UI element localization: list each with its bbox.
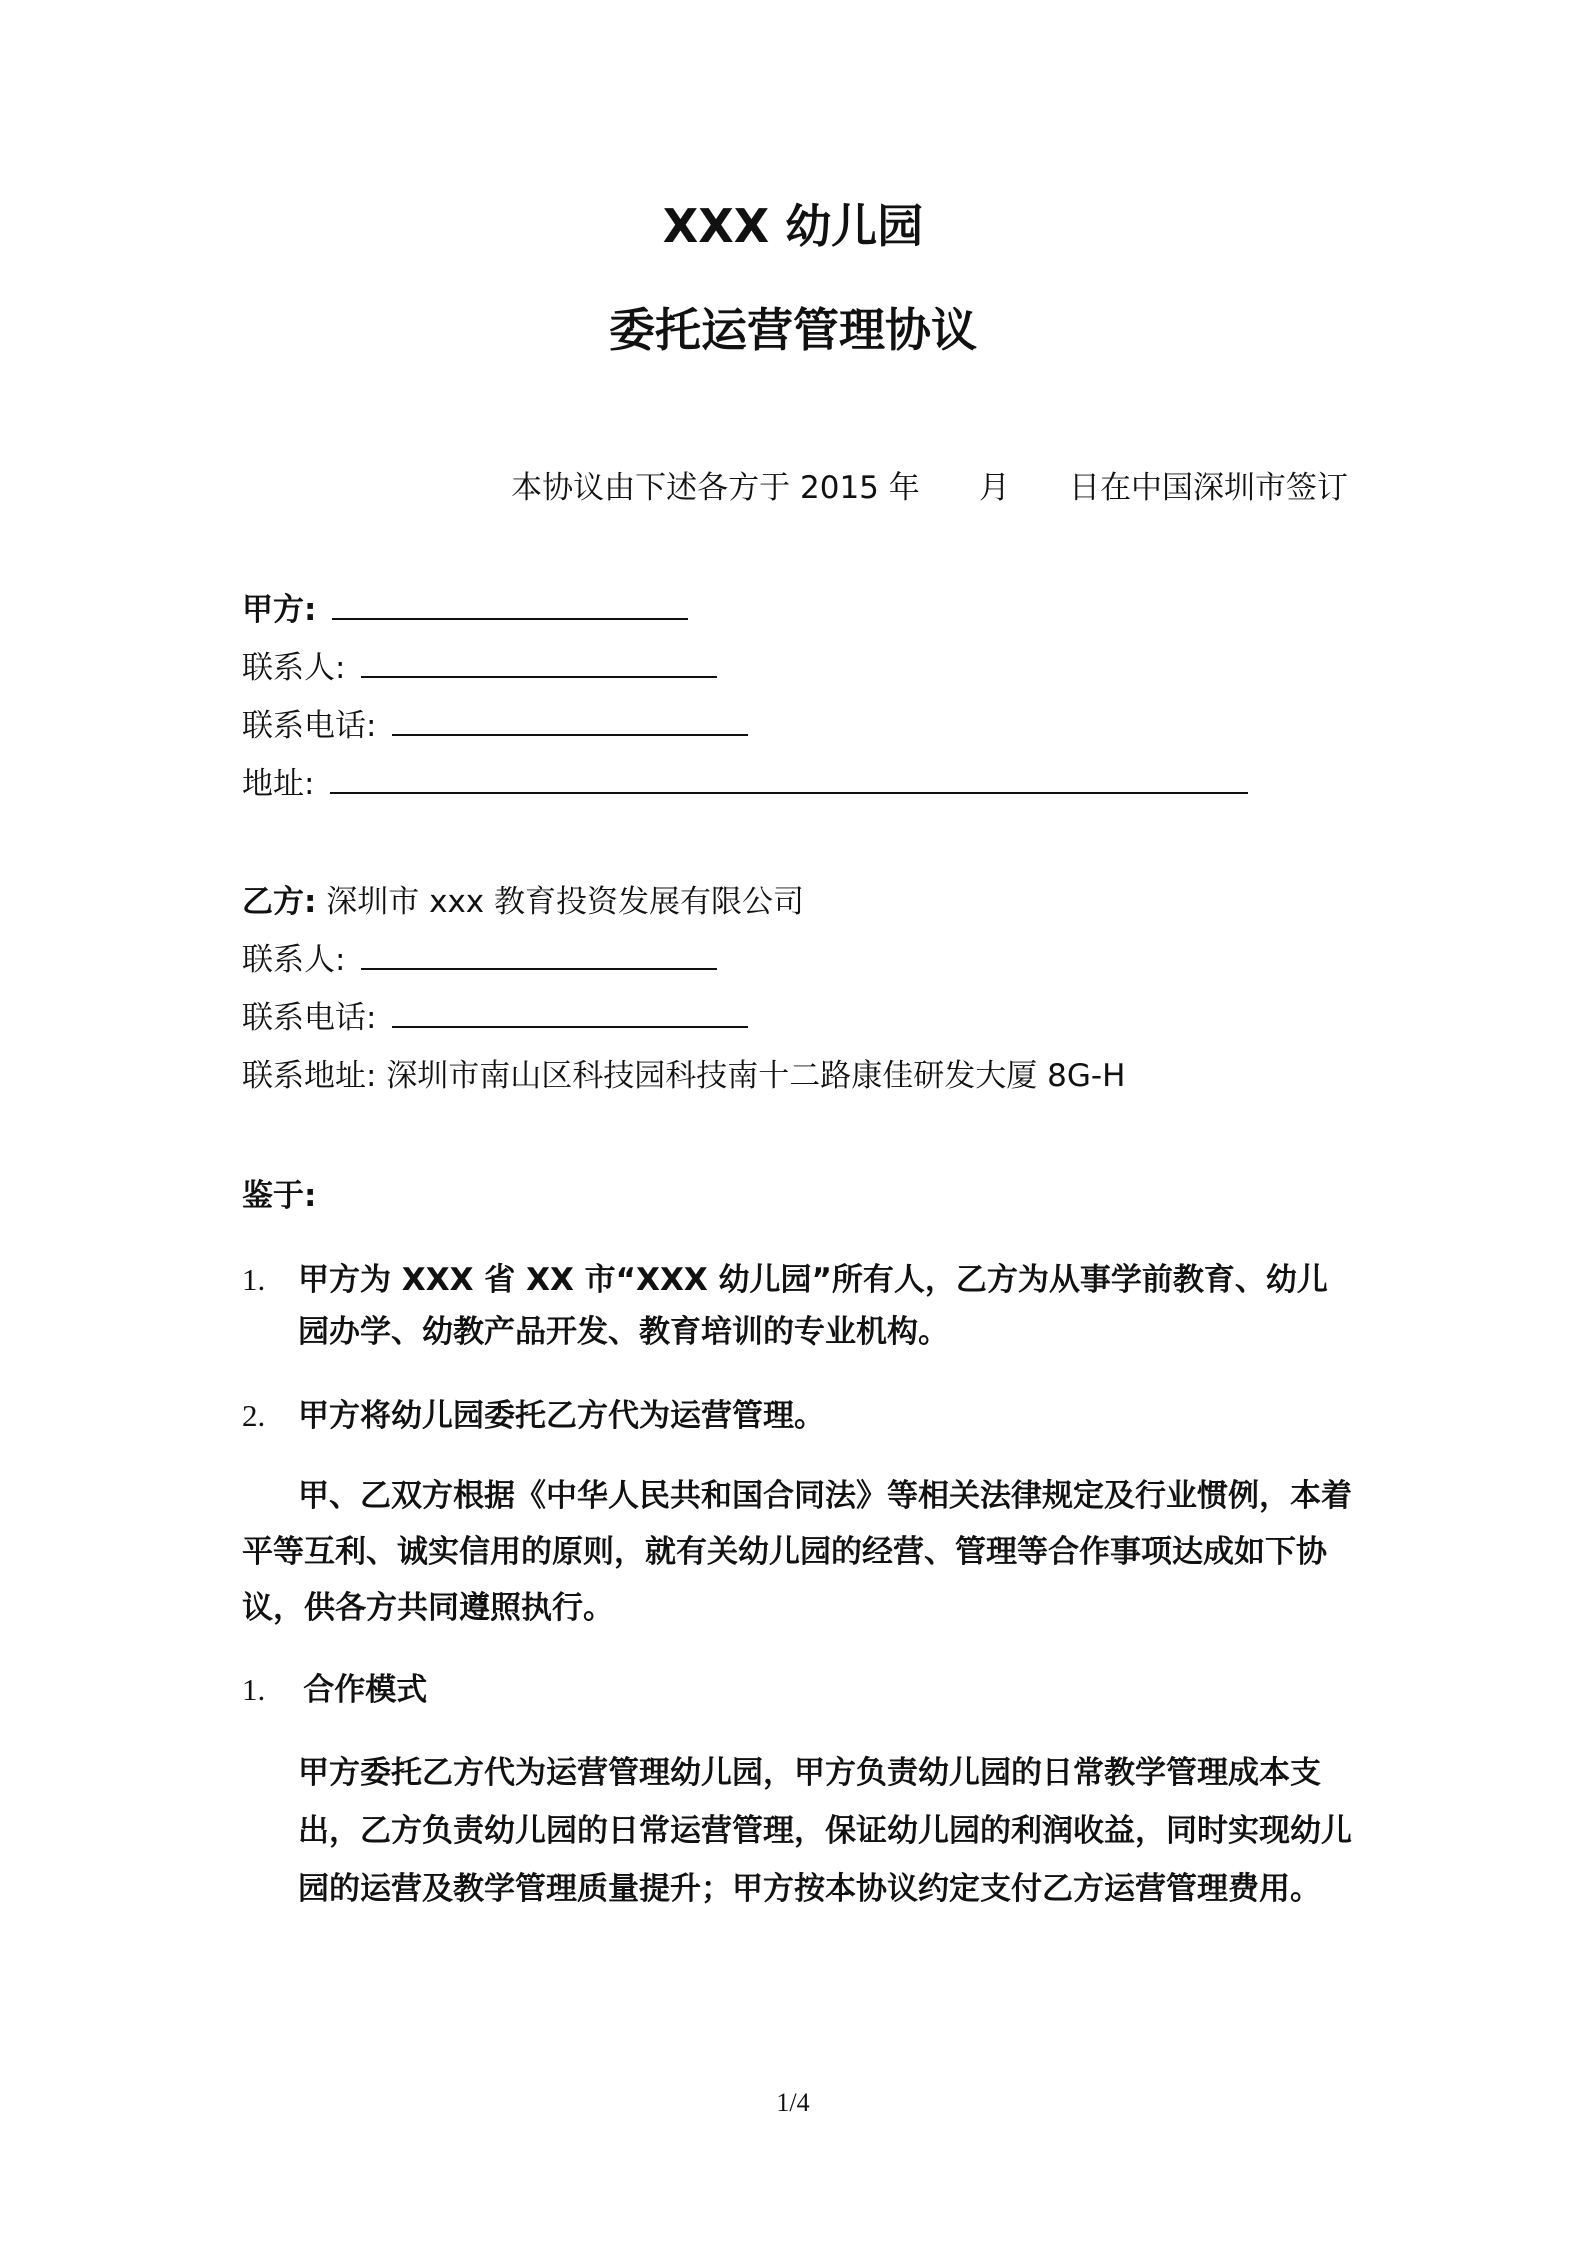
party-a-address-blank [330,762,1248,794]
party-b-colon: : [304,884,317,920]
party-b-contact-field [242,938,717,982]
party-b-name-value: 深圳市 xxx 教育投资发展有限公司 [326,884,805,920]
party-a-name-blank [332,588,688,620]
recital-item-1-number: 1. [242,1262,266,1297]
party-b-label: 乙方 [242,884,304,920]
recital-item-1-text: 甲方为 XXX 省 XX 市“XXX 幼儿园”所有人，乙方为从事学前教育、幼儿园办学、幼教产品开发、教育培训的专业机构。 [298,1262,1328,1350]
page-number: 1/4 [776,2088,810,2117]
party-b-address-label: 联系地址: [242,1058,377,1094]
party-b-address-value: 深圳市南山区科技园科技南十二路康佳研发大厦 8G-H [386,1058,1126,1094]
party-a-colon: : [304,592,317,628]
party-b-phone-field [242,996,748,1040]
document-subtitle: 委托运营管理协议 [609,303,977,357]
party-a-contact-field [242,646,717,690]
party-b-contact-label: 联系人: [242,942,346,978]
party-a-phone-field [242,704,748,748]
party-b-name-field [242,880,804,924]
signing-date-line: 本协议由下述各方于 2015 年 月 日在中国深圳市签订 [511,470,1348,506]
recitals-paragraph: 甲、乙双方根据《中华人民共和国合同法》等相关法律规定及行业惯例，本着平等互利、诚实信用的原则，就有关幼儿园的经营、管理等合作事项达成如下协议，供各方共同遵照执行。 [242,1478,1352,1626]
recital-item-2 [242,1390,1352,1442]
document-title: XXX 幼儿园 [662,199,924,253]
party-a-contact-blank [361,646,717,678]
recitals-heading: 鉴于: [242,1178,317,1214]
recital-item-2-text: 甲方将幼儿园委托乙方代为运营管理。 [298,1398,825,1434]
party-b-contact-blank [361,938,717,970]
section-1-title: 合作模式 [303,1672,428,1708]
party-a-label: 甲方 [242,592,304,628]
party-a-name-field [242,588,688,632]
section-1-number: 1. [242,1672,266,1707]
recital-item-1 [242,1254,1352,1358]
party-a-contact-label: 联系人: [242,650,346,686]
party-a-address-field [242,762,1248,806]
party-a-phone-blank [392,704,748,736]
party-b-address-field [242,1054,1125,1098]
party-b-phone-blank [392,996,748,1028]
party-a-address-label: 地址: [242,766,315,802]
party-a-phone-label: 联系电话: [242,708,377,744]
party-b-phone-label: 联系电话: [242,1000,377,1036]
recital-item-2-number: 2. [242,1398,266,1433]
section-1-heading [242,1668,427,1712]
section-1-body: 甲方委托乙方代为运营管理幼儿园，甲方负责幼儿园的日常教学管理成本支出，乙方负责幼儿园的日常运营管理，保证幼儿园的利润收益，同时实现幼儿园的运营及教学管理质量提升；甲方按本协议约定支付乙方运营管理费用。 [298,1755,1352,1907]
